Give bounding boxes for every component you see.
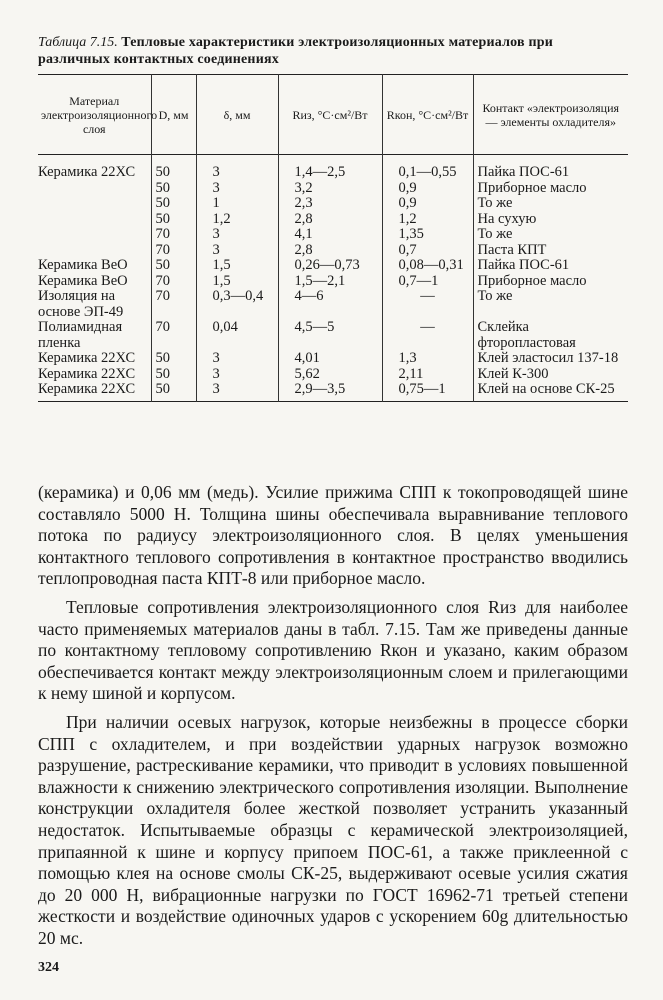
cell-r-contact: 1,3 (382, 351, 473, 367)
cell-r-contact: 0,9 (382, 181, 473, 197)
cell-r-insulation: 2,8 (278, 243, 382, 259)
cell-contact-type: Клей на основе СК-25 (473, 382, 628, 401)
cell-diameter: 50 (151, 258, 196, 274)
cell-contact-type: Склейка фторопластовая (473, 320, 628, 351)
cell-thickness: 1,5 (196, 258, 278, 274)
paragraph-3: При наличии осевых нагрузок, которые неизбежны в процессе сборки СПП с охладителем, и при воздействии ударных нагрузок возможно разрушение, растрескивание керамики, что приводит в условиях повышенной влажности к снижению электрического сопротивления изоляции. Выполнение конструкции охладителя более жесткой позволяет устранить указанный недостаток. Испытываемые образцы с керамической электроизоляцией, припаянной к шине и корпусу припоем ПОС-61, а также приклеенной с помощью клея на основе смолы СК-25, выдерживают осевые усилия сжатия до 20 000 Н, вибрационные нагрузки по ГОСТ 16962-71 третьей степени жесткости и воздействие одиночных ударов с ускорением 60g длительностью 20 мс. (38, 711, 628, 948)
table-row (38, 289, 628, 320)
table-row (38, 196, 628, 212)
cell-contact-type: Приборное масло (473, 274, 628, 290)
cell-diameter: 70 (151, 289, 196, 320)
cell-contact-type: То же (473, 196, 628, 212)
cell-r-insulation: 3,2 (278, 181, 382, 197)
cell-r-contact: 0,7—1 (382, 274, 473, 290)
header-r-contact: Rкон, °C·см²/Вт (382, 75, 473, 155)
cell-r-contact: — (382, 289, 473, 320)
cell-diameter: 70 (151, 243, 196, 259)
header-diameter: D, мм (151, 75, 196, 155)
cell-contact-type: Клей эластосил 137-18 (473, 351, 628, 367)
cell-material (38, 196, 151, 212)
paragraph-1: (керамика) и 0,06 мм (медь). Усилие прижима СПП к токопроводящей шине составляло 5000 Н. Толщина шины обеспечивала выравнивание теплового потока по радиусу электроизоляционного слоя. В целях уменьшения контактного теплового сопротивления в контактное пространство вводились теплопроводная паста КПТ-8 или приборное масло. (38, 482, 628, 589)
header-contact-type: Контакт «электроизоляция — элементы охладителя» (473, 75, 628, 155)
table-row (38, 181, 628, 197)
body-text (38, 482, 628, 956)
cell-diameter: 50 (151, 155, 196, 181)
header-material: Материал электроизоляционного слоя (41, 93, 158, 136)
cell-r-contact: 2,11 (382, 367, 473, 383)
cell-diameter: 50 (151, 351, 196, 367)
cell-r-contact: 0,75—1 (382, 382, 473, 401)
cell-r-insulation: 2,8 (278, 212, 382, 228)
cell-r-insulation: 1,4—2,5 (278, 155, 382, 181)
table-row (38, 227, 628, 243)
cell-thickness: 3 (196, 351, 278, 367)
table-row (38, 320, 628, 351)
cell-diameter: 70 (151, 320, 196, 351)
cell-r-insulation: 5,62 (278, 367, 382, 383)
cell-diameter: 70 (151, 227, 196, 243)
cell-material (38, 227, 151, 243)
cell-thickness: 1,5 (196, 274, 278, 290)
cell-contact-type: Пайка ПОС-61 (473, 258, 628, 274)
cell-contact-type: Пайка ПОС-61 (473, 155, 628, 181)
table-header-row (38, 75, 628, 155)
cell-contact-type: На сухую (473, 212, 628, 228)
thermal-table-container (38, 74, 628, 402)
cell-contact-type: Приборное масло (473, 181, 628, 197)
cell-thickness: 1 (196, 196, 278, 212)
cell-thickness: 3 (196, 155, 278, 181)
cell-r-insulation: 1,5—2,1 (278, 274, 382, 290)
cell-material: Керамика 22ХС (38, 381, 136, 397)
cell-r-insulation: 4,01 (278, 351, 382, 367)
cell-r-insulation: 4—6 (278, 289, 382, 320)
paragraph-2: Тепловые сопротивления электроизоляционного слоя Rиз для наиболее часто применяемых материалов даны в табл. 7.15. Там же приведены данные по контактному тепловому сопротивлению Rкон и указано, каким образом обеспечивается контакт между электроизоляционным слоем и прилегающими к нему шиной и корпусом. (38, 596, 628, 704)
cell-r-contact: 0,08—0,31 (382, 258, 473, 274)
table-row (38, 274, 628, 290)
table-row (38, 155, 628, 181)
table-caption (38, 34, 628, 68)
cell-r-contact: 1,35 (382, 227, 473, 243)
cell-r-insulation: 0,26—0,73 (278, 258, 382, 274)
cell-r-contact: 0,1—0,55 (382, 155, 473, 181)
cell-contact-type: Паста КПТ (473, 243, 628, 259)
table-row (38, 367, 628, 383)
table-row (38, 212, 628, 228)
thermal-characteristics-table (38, 74, 628, 402)
cell-r-insulation: 2,9—3,5 (278, 382, 382, 401)
cell-thickness: 1,2 (196, 212, 278, 228)
cell-r-insulation: 2,3 (278, 196, 382, 212)
cell-material: Керамика 22ХС (38, 164, 136, 180)
cell-r-insulation: 4,1 (278, 227, 382, 243)
cell-thickness: 3 (196, 227, 278, 243)
cell-thickness: 3 (196, 243, 278, 259)
table-row (38, 351, 628, 367)
cell-material: Керамика BeO (38, 257, 128, 273)
table-row (38, 243, 628, 259)
table-row (38, 258, 628, 274)
cell-thickness: 3 (196, 367, 278, 383)
cell-diameter: 50 (151, 367, 196, 383)
cell-contact-type: То же (473, 289, 628, 320)
cell-diameter: 50 (151, 196, 196, 212)
cell-r-contact: 0,9 (382, 196, 473, 212)
cell-material: Керамика BeO (38, 272, 128, 289)
cell-material (38, 243, 151, 259)
page-number: 324 (38, 960, 59, 975)
caption-label: Таблица 7.15. (38, 35, 118, 50)
cell-thickness: 3 (196, 382, 278, 401)
cell-r-insulation: 4,5—5 (278, 320, 382, 351)
cell-r-contact: 0,7 (382, 243, 473, 259)
cell-diameter: 50 (151, 212, 196, 228)
cell-contact-type: Клей К-300 (473, 367, 628, 383)
cell-thickness: 0,04 (196, 320, 278, 351)
caption-title: Тепловые характеристики электроизоляционных материалов при различных контактных соединениях (38, 35, 553, 67)
cell-material (38, 181, 151, 197)
cell-material: Керамика 22ХС (38, 365, 136, 382)
cell-material: Керамика 22ХС (38, 350, 136, 366)
cell-r-contact: 1,2 (382, 212, 473, 228)
cell-material: Полиамидная пленка (38, 319, 123, 351)
cell-contact-type: То же (473, 227, 628, 243)
cell-r-contact: — (382, 320, 473, 351)
cell-diameter: 70 (151, 274, 196, 290)
cell-material: Изоляция на основе ЭП-49 (38, 288, 124, 320)
cell-thickness: 3 (196, 181, 278, 197)
cell-diameter: 50 (151, 181, 196, 197)
table-row (38, 382, 628, 401)
header-thickness: δ, мм (196, 75, 278, 155)
cell-material (38, 212, 151, 228)
header-r-insulation: Rиз, °C·см²/Вт (278, 75, 382, 155)
cell-diameter: 50 (151, 382, 196, 401)
cell-thickness: 0,3—0,4 (196, 289, 278, 320)
